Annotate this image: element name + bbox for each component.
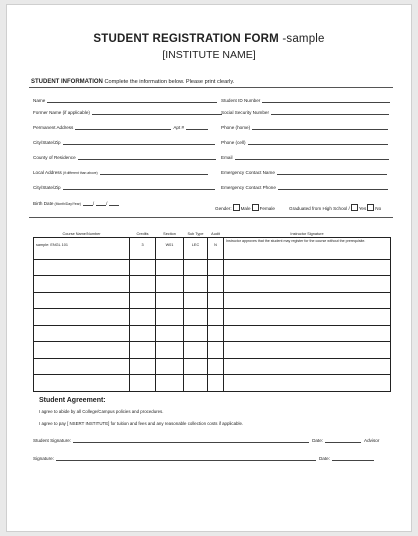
sample-section: W01 <box>156 238 184 260</box>
sample-audit: N <box>208 238 224 260</box>
signature-row <box>33 455 374 461</box>
credits-cell[interactable] <box>130 358 156 375</box>
credits-cell[interactable] <box>130 292 156 309</box>
birth-date-note: (Month/Day/Year) <box>54 202 81 206</box>
instructor-cell[interactable] <box>224 358 391 375</box>
instructor-cell[interactable] <box>224 342 391 359</box>
permanent-address-line[interactable] <box>75 124 171 130</box>
emergency-phone-line[interactable] <box>278 184 388 190</box>
table-row[interactable] <box>34 375 391 392</box>
col-section: Section <box>163 231 176 236</box>
emergency-phone-label: Emergency Contact Phone <box>221 185 276 190</box>
audit-cell[interactable] <box>208 325 224 342</box>
course-cell[interactable] <box>34 259 130 276</box>
city-state-zip-2-label: City/State/Zip <box>33 185 61 190</box>
student-info-heading <box>31 79 234 85</box>
phone-home-field[interactable] <box>221 124 388 130</box>
county-line[interactable] <box>78 154 216 160</box>
credits-cell[interactable] <box>130 342 156 359</box>
section-cell[interactable] <box>156 309 184 326</box>
date-label: Date: <box>312 438 324 443</box>
instructor-cell[interactable] <box>224 325 391 342</box>
audit-cell[interactable] <box>208 309 224 326</box>
section-divider <box>29 87 393 88</box>
apt-label: Apt # <box>173 125 185 130</box>
table-row[interactable] <box>34 309 391 326</box>
subtype-cell[interactable] <box>184 358 208 375</box>
course-cell[interactable] <box>34 276 130 293</box>
instructor-cell[interactable] <box>224 276 391 293</box>
sample-instructor: Instructor approves that the student may register for the course without the prerequisite. <box>224 238 391 260</box>
credits-cell[interactable] <box>130 259 156 276</box>
email-label: Email <box>221 155 233 160</box>
phone-cell-line[interactable] <box>248 139 388 145</box>
student-id-line[interactable] <box>262 97 390 103</box>
name-field[interactable] <box>33 97 217 103</box>
male-label: Male <box>240 206 251 211</box>
female-checkbox-icon[interactable] <box>252 204 259 211</box>
city-state-zip-2-field[interactable] <box>33 184 215 190</box>
birth-day-line[interactable] <box>96 200 106 206</box>
date2-label: Date: <box>318 456 330 461</box>
emergency-name-field[interactable] <box>221 169 387 175</box>
email-line[interactable] <box>235 154 389 160</box>
subtype-cell[interactable] <box>184 342 208 359</box>
gender-label: Gender: <box>215 206 232 211</box>
audit-cell[interactable] <box>208 375 224 392</box>
phone-home-label: Phone (home) <box>221 125 251 130</box>
gender-field <box>215 204 275 211</box>
student-signature-line[interactable] <box>73 437 309 443</box>
emergency-name-line[interactable] <box>277 169 387 175</box>
audit-cell[interactable] <box>208 276 224 293</box>
county-field[interactable] <box>33 154 216 160</box>
agreement-line-1: I agree to abide by all College/Campus policies and procedures. <box>39 409 164 414</box>
yes-label: Yes <box>358 206 367 211</box>
instructor-cell[interactable] <box>224 259 391 276</box>
student-info-title: STUDENT INFORMATION <box>31 79 103 85</box>
table-row[interactable] <box>34 259 391 276</box>
former-name-label: Former Name (if applicable) <box>33 110 90 115</box>
phone-cell-label: Phone (cell) <box>221 140 246 145</box>
course-cell[interactable] <box>34 342 130 359</box>
course-table <box>33 230 391 392</box>
credits-cell[interactable] <box>130 325 156 342</box>
signature-line[interactable] <box>56 455 316 461</box>
city-state-zip-line[interactable] <box>63 139 215 145</box>
signature-label: Signature: <box>33 456 54 461</box>
date-line[interactable] <box>325 437 361 443</box>
section-cell[interactable] <box>156 276 184 293</box>
table-row[interactable] <box>34 276 391 293</box>
col-audit: Audit <box>211 231 220 236</box>
col-course: Course Name/Number <box>62 231 101 236</box>
course-cell[interactable] <box>34 325 130 342</box>
course-cell[interactable] <box>34 292 130 309</box>
form-title <box>7 33 411 45</box>
instructor-cell[interactable] <box>224 309 391 326</box>
table-row[interactable] <box>34 325 391 342</box>
credits-cell[interactable] <box>130 375 156 392</box>
student-signature-row <box>33 437 379 443</box>
permanent-address-label: Permanent Address <box>33 125 74 130</box>
col-subtype: Sub Type <box>187 231 204 236</box>
phone-home-line[interactable] <box>252 124 388 130</box>
table-row[interactable] <box>34 342 391 359</box>
section-cell[interactable] <box>156 325 184 342</box>
audit-cell[interactable] <box>208 358 224 375</box>
table-top-divider <box>29 217 393 218</box>
permanent-address-field[interactable] <box>33 124 208 130</box>
city-state-zip-field[interactable] <box>33 139 215 145</box>
section-cell[interactable] <box>156 358 184 375</box>
advisor-label: Advisor <box>364 438 380 443</box>
no-checkbox-icon[interactable] <box>367 204 374 211</box>
local-address-note: (if different than above) <box>62 171 98 175</box>
agreement-line-2: I agree to pay [ NSERT INSTITUTE] for tuition and fees and any reasonable collection costs if applicable. <box>39 421 244 426</box>
ssn-field[interactable] <box>221 109 389 115</box>
emergency-phone-field[interactable] <box>221 184 388 190</box>
no-label: No <box>375 206 382 211</box>
subtype-cell[interactable] <box>184 309 208 326</box>
graduated-field <box>289 204 381 211</box>
name-line[interactable] <box>47 97 217 103</box>
local-address-field[interactable] <box>33 169 208 175</box>
ssn-label: Social Security Number <box>221 110 269 115</box>
section-cell[interactable] <box>156 342 184 359</box>
county-label: County of Residence <box>33 155 76 160</box>
credits-cell[interactable] <box>130 276 156 293</box>
student-id-label: Student ID Number <box>221 98 261 103</box>
table-row-sample <box>34 238 391 260</box>
former-name-line[interactable] <box>92 109 222 115</box>
course-cell[interactable] <box>34 358 130 375</box>
local-address-label: Local Address <box>33 170 62 175</box>
subtype-cell[interactable] <box>184 292 208 309</box>
section-cell[interactable] <box>156 292 184 309</box>
graduated-label: Graduated from High School / <box>289 206 350 211</box>
institute-name: [INSTITUTE NAME] <box>162 49 256 61</box>
emergency-name-label: Emergency Contact Name <box>221 170 275 175</box>
female-label: Female <box>259 206 275 211</box>
sample-subtype: LEC <box>184 238 208 260</box>
form-title-text: STUDENT REGISTRATION FORM <box>93 33 279 45</box>
course-table-header <box>34 230 391 238</box>
male-checkbox-icon[interactable] <box>233 204 240 211</box>
instructor-cell[interactable] <box>224 375 391 392</box>
city-state-zip-2-line[interactable] <box>63 184 215 190</box>
agreement-title: Student Agreement: <box>39 397 106 404</box>
course-cell[interactable] <box>34 375 130 392</box>
yes-checkbox-icon[interactable] <box>351 204 358 211</box>
local-address-line[interactable] <box>100 169 208 175</box>
table-row[interactable] <box>34 358 391 375</box>
email-field[interactable] <box>221 154 389 160</box>
sample-course: sample: ENGL 101 <box>34 238 130 260</box>
form-sheet <box>6 4 412 532</box>
audit-cell[interactable] <box>208 292 224 309</box>
student-info-instructions: Complete the information below. Please print clearly. <box>104 79 235 85</box>
section-cell[interactable] <box>156 259 184 276</box>
apt-line[interactable] <box>186 124 208 130</box>
table-row[interactable] <box>34 292 391 309</box>
instructor-cell[interactable] <box>224 292 391 309</box>
audit-cell[interactable] <box>208 259 224 276</box>
course-cell[interactable] <box>34 309 130 326</box>
city-state-zip-label: City/State/Zip <box>33 140 61 145</box>
audit-cell[interactable] <box>208 342 224 359</box>
phone-cell-field[interactable] <box>221 139 388 145</box>
col-credits: Credits <box>136 231 149 236</box>
birth-year-line[interactable] <box>109 200 119 206</box>
sample-credits: 3 <box>130 238 156 260</box>
birth-month-line[interactable] <box>83 200 93 206</box>
form-title-suffix: -sample <box>282 33 325 45</box>
section-cell[interactable] <box>156 375 184 392</box>
subtype-cell[interactable] <box>184 259 208 276</box>
student-id-field[interactable] <box>221 97 390 103</box>
date2-line[interactable] <box>332 455 374 461</box>
subtype-cell[interactable] <box>184 325 208 342</box>
birth-date-field[interactable]: Birth Date (Month/Day/Year) / / <box>33 200 119 206</box>
subtype-cell[interactable] <box>184 276 208 293</box>
credits-cell[interactable] <box>130 309 156 326</box>
birth-date-label: Birth Date <box>33 201 54 206</box>
subtype-cell[interactable] <box>184 375 208 392</box>
name-label: Name <box>33 98 46 103</box>
ssn-line[interactable] <box>271 109 389 115</box>
former-name-field[interactable] <box>33 109 222 115</box>
student-signature-label: Student Signature: <box>33 438 72 443</box>
col-instructor: Instructor Signature <box>290 231 324 236</box>
